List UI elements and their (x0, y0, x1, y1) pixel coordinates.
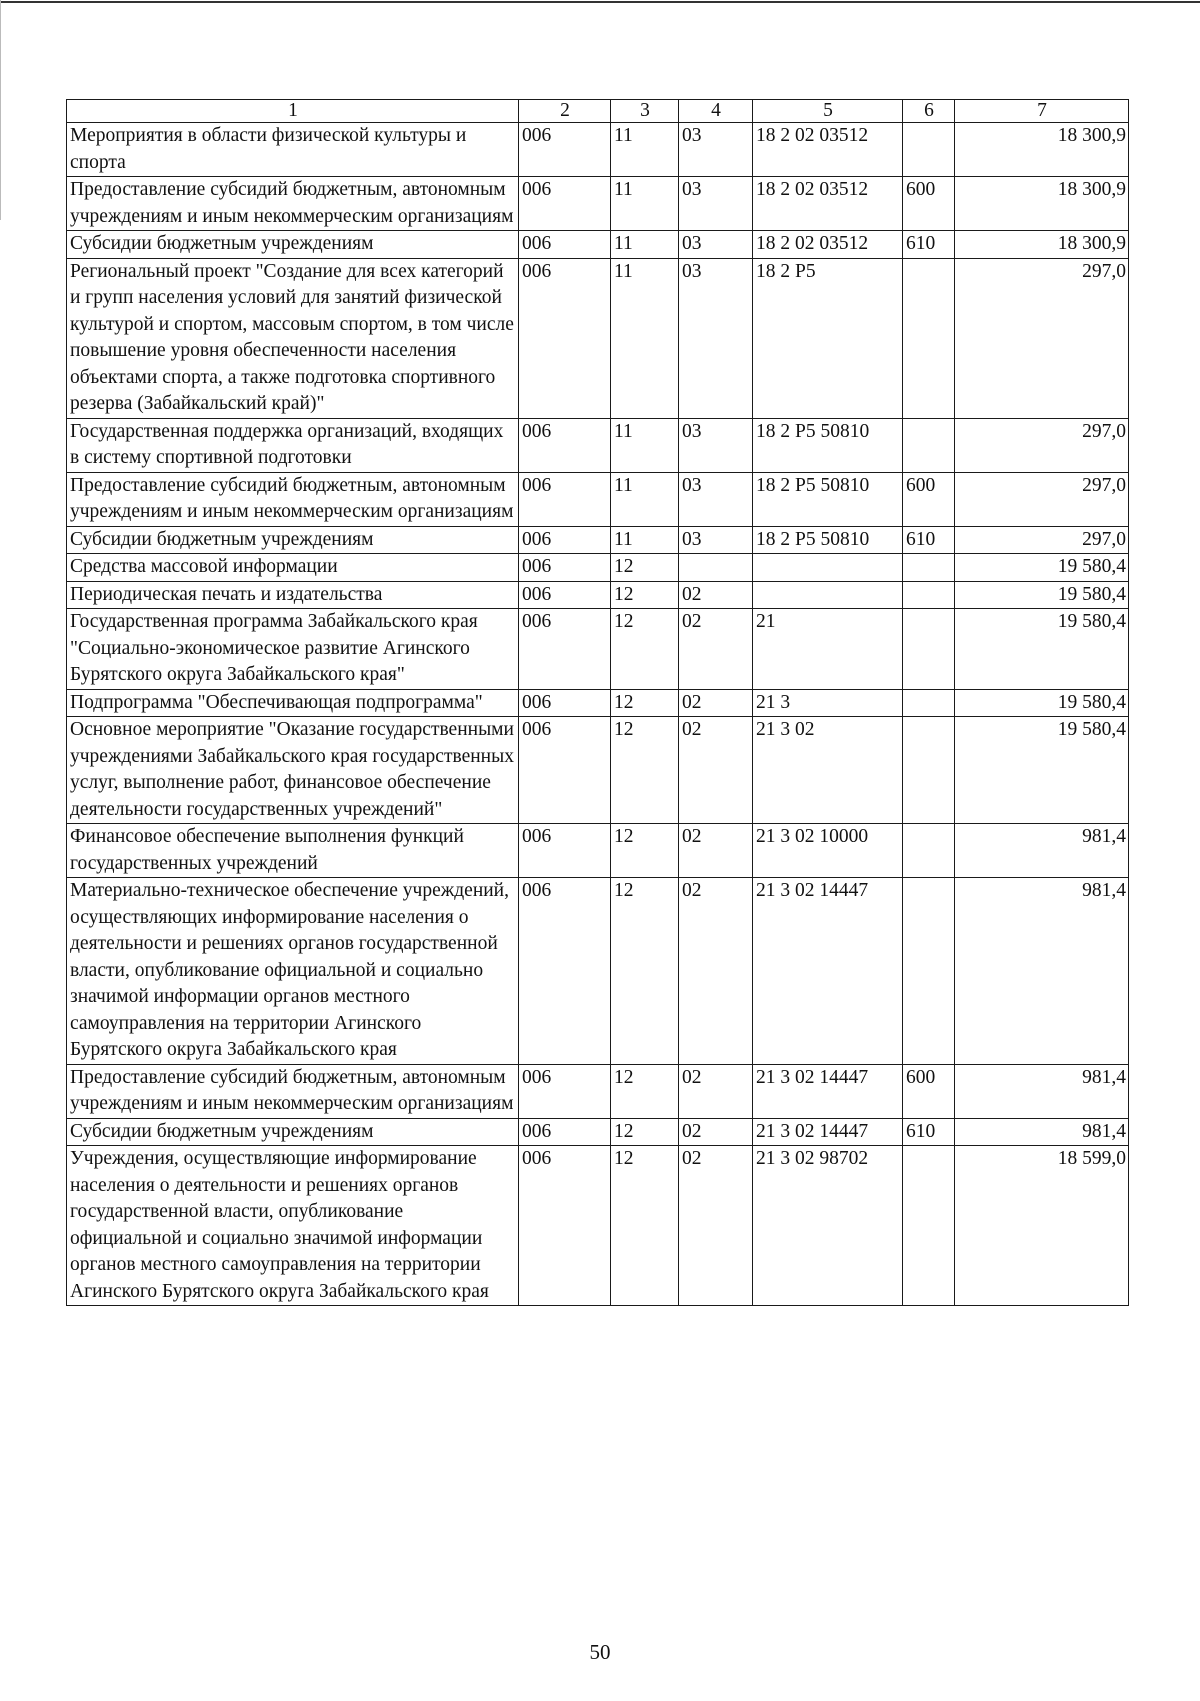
table-row (67, 717, 1129, 824)
target-article-cell: 18 2 02 03512 (753, 231, 903, 259)
ministry-code-cell: 006 (519, 123, 611, 177)
item-name-cell: Государственная поддержка организаций, входящих в систему спортивной подготовки (67, 418, 519, 472)
amount-cell: 18 300,9 (955, 231, 1129, 259)
section-cell: 12 (611, 609, 679, 690)
table-row (67, 231, 1129, 259)
column-header: 4 (679, 100, 753, 123)
amount-cell: 981,4 (955, 878, 1129, 1065)
expense-type-cell (903, 258, 955, 418)
expense-type-cell (903, 689, 955, 717)
amount-cell: 981,4 (955, 1118, 1129, 1146)
section-cell: 11 (611, 418, 679, 472)
column-header: 7 (955, 100, 1129, 123)
amount-cell: 19 580,4 (955, 717, 1129, 824)
subsection-cell: 02 (679, 1146, 753, 1306)
section-cell: 12 (611, 1064, 679, 1118)
item-name-cell: Субсидии бюджетным учреждениям (67, 1118, 519, 1146)
target-article-cell: 21 3 02 14447 (753, 1064, 903, 1118)
expense-type-cell: 600 (903, 472, 955, 526)
budget-table (66, 99, 1129, 1306)
item-name-cell: Средства массовой информации (67, 554, 519, 582)
budget-sheet (66, 99, 1128, 1306)
section-cell: 12 (611, 554, 679, 582)
subsection-cell: 02 (679, 1118, 753, 1146)
header-row (67, 100, 1129, 123)
amount-cell: 19 580,4 (955, 689, 1129, 717)
table-body (67, 123, 1129, 1306)
amount-cell: 981,4 (955, 824, 1129, 878)
column-header: 5 (753, 100, 903, 123)
amount-cell: 18 599,0 (955, 1146, 1129, 1306)
ministry-code-cell: 006 (519, 581, 611, 609)
target-article-cell: 21 3 (753, 689, 903, 717)
ministry-code-cell: 006 (519, 689, 611, 717)
expense-type-cell: 610 (903, 526, 955, 554)
page-number: 50 (589, 1640, 611, 1664)
table-row (67, 1146, 1129, 1306)
ministry-code-cell: 006 (519, 609, 611, 690)
amount-cell: 297,0 (955, 472, 1129, 526)
section-cell: 12 (611, 717, 679, 824)
ministry-code-cell: 006 (519, 1146, 611, 1306)
top-border-line (0, 1, 1200, 3)
table-row (67, 609, 1129, 690)
ministry-code-cell: 006 (519, 177, 611, 231)
item-name-cell: Основное мероприятие "Оказание государственными учреждениями Забайкальского края государственных услуг, выполнение работ, финансовое обеспечение деятельности государственных учреждений" (67, 717, 519, 824)
expense-type-cell (903, 878, 955, 1065)
ministry-code-cell: 006 (519, 1118, 611, 1146)
table-row (67, 878, 1129, 1065)
item-name-cell: Мероприятия в области физической культуры и спорта (67, 123, 519, 177)
subsection-cell: 03 (679, 231, 753, 259)
table-row (67, 1118, 1129, 1146)
left-border-line (0, 0, 1, 220)
table-row (67, 177, 1129, 231)
section-cell: 12 (611, 1146, 679, 1306)
table-row (67, 526, 1129, 554)
amount-cell: 297,0 (955, 258, 1129, 418)
expense-type-cell (903, 581, 955, 609)
ministry-code-cell: 006 (519, 526, 611, 554)
subsection-cell: 03 (679, 526, 753, 554)
ministry-code-cell: 006 (519, 231, 611, 259)
section-cell: 12 (611, 581, 679, 609)
subsection-cell: 02 (679, 824, 753, 878)
expense-type-cell: 600 (903, 177, 955, 231)
subsection-cell: 02 (679, 717, 753, 824)
item-name-cell: Предоставление субсидий бюджетным, автономным учреждениям и иным некоммерческим организациям (67, 1064, 519, 1118)
expense-type-cell: 600 (903, 1064, 955, 1118)
item-name-cell: Предоставление субсидий бюджетным, автономным учреждениям и иным некоммерческим организациям (67, 472, 519, 526)
target-article-cell (753, 554, 903, 582)
item-name-cell: Учреждения, осуществляющие информирование населения о деятельности и решениях органов государственной власти, опубликование официальной и социально значимой информации органов местного самоуправления на территории Агинского Бурятского округа Забайкальского края (67, 1146, 519, 1306)
section-cell: 12 (611, 878, 679, 1065)
target-article-cell: 18 2 P5 (753, 258, 903, 418)
subsection-cell: 03 (679, 123, 753, 177)
expense-type-cell (903, 1146, 955, 1306)
amount-cell: 19 580,4 (955, 581, 1129, 609)
subsection-cell: 03 (679, 258, 753, 418)
table-row (67, 472, 1129, 526)
target-article-cell: 18 2 02 03512 (753, 177, 903, 231)
item-name-cell: Региональный проект "Создание для всех категорий и групп населения условий для занятий физической культурой и спортом, массовым спортом, в том числе повышение уровня обеспеченности населения объектами спорта, а также подготовка спортивного резерва (Забайкальский край)" (67, 258, 519, 418)
item-name-cell: Предоставление субсидий бюджетным, автономным учреждениям и иным некоммерческим организациям (67, 177, 519, 231)
target-article-cell: 21 (753, 609, 903, 690)
section-cell: 12 (611, 1118, 679, 1146)
section-cell: 12 (611, 689, 679, 717)
section-cell: 12 (611, 824, 679, 878)
table-row (67, 689, 1129, 717)
subsection-cell: 03 (679, 177, 753, 231)
target-article-cell: 18 2 P5 50810 (753, 418, 903, 472)
expense-type-cell (903, 609, 955, 690)
target-article-cell: 18 2 P5 50810 (753, 472, 903, 526)
ministry-code-cell: 006 (519, 1064, 611, 1118)
target-article-cell: 21 3 02 14447 (753, 878, 903, 1065)
ministry-code-cell: 006 (519, 878, 611, 1065)
subsection-cell: 02 (679, 581, 753, 609)
expense-type-cell (903, 717, 955, 824)
amount-cell: 19 580,4 (955, 554, 1129, 582)
expense-type-cell (903, 554, 955, 582)
expense-type-cell (903, 824, 955, 878)
ministry-code-cell: 006 (519, 554, 611, 582)
ministry-code-cell: 006 (519, 258, 611, 418)
table-row (67, 258, 1129, 418)
amount-cell: 297,0 (955, 418, 1129, 472)
column-header: 3 (611, 100, 679, 123)
amount-cell: 18 300,9 (955, 123, 1129, 177)
target-article-cell: 21 3 02 10000 (753, 824, 903, 878)
ministry-code-cell: 006 (519, 824, 611, 878)
expense-type-cell: 610 (903, 1118, 955, 1146)
subsection-cell: 02 (679, 609, 753, 690)
item-name-cell: Субсидии бюджетным учреждениям (67, 231, 519, 259)
item-name-cell: Подпрограмма "Обеспечивающая подпрограмма" (67, 689, 519, 717)
table-row (67, 581, 1129, 609)
item-name-cell: Государственная программа Забайкальского края "Социально-экономическое развитие Агинского Бурятского округа Забайкальского края" (67, 609, 519, 690)
amount-cell: 18 300,9 (955, 177, 1129, 231)
subsection-cell: 02 (679, 1064, 753, 1118)
item-name-cell: Финансовое обеспечение выполнения функций государственных учреждений (67, 824, 519, 878)
ministry-code-cell: 006 (519, 472, 611, 526)
amount-cell: 297,0 (955, 526, 1129, 554)
ministry-code-cell: 006 (519, 717, 611, 824)
item-name-cell: Периодическая печать и издательства (67, 581, 519, 609)
section-cell: 11 (611, 258, 679, 418)
table-row (67, 418, 1129, 472)
amount-cell: 981,4 (955, 1064, 1129, 1118)
target-article-cell (753, 581, 903, 609)
column-header: 1 (67, 100, 519, 123)
table-row (67, 554, 1129, 582)
subsection-cell: 02 (679, 689, 753, 717)
table-row (67, 824, 1129, 878)
section-cell: 11 (611, 526, 679, 554)
expense-type-cell (903, 123, 955, 177)
section-cell: 11 (611, 123, 679, 177)
subsection-cell: 03 (679, 418, 753, 472)
column-header: 2 (519, 100, 611, 123)
subsection-cell (679, 554, 753, 582)
subsection-cell: 03 (679, 472, 753, 526)
table-row (67, 1064, 1129, 1118)
section-cell: 11 (611, 177, 679, 231)
target-article-cell: 21 3 02 (753, 717, 903, 824)
item-name-cell: Материально-техническое обеспечение учреждений, осуществляющих информирование населения о деятельности и решениях органов государственной власти, опубликование официальной и социально значимой информации органов местного самоуправления на территории Агинского Бурятского округа Забайкальского края (67, 878, 519, 1065)
section-cell: 11 (611, 231, 679, 259)
table-row (67, 123, 1129, 177)
target-article-cell: 21 3 02 98702 (753, 1146, 903, 1306)
target-article-cell: 18 2 P5 50810 (753, 526, 903, 554)
item-name-cell: Субсидии бюджетным учреждениям (67, 526, 519, 554)
target-article-cell: 21 3 02 14447 (753, 1118, 903, 1146)
column-header: 6 (903, 100, 955, 123)
expense-type-cell: 610 (903, 231, 955, 259)
amount-cell: 19 580,4 (955, 609, 1129, 690)
subsection-cell: 02 (679, 878, 753, 1065)
expense-type-cell (903, 418, 955, 472)
target-article-cell: 18 2 02 03512 (753, 123, 903, 177)
ministry-code-cell: 006 (519, 418, 611, 472)
section-cell: 11 (611, 472, 679, 526)
